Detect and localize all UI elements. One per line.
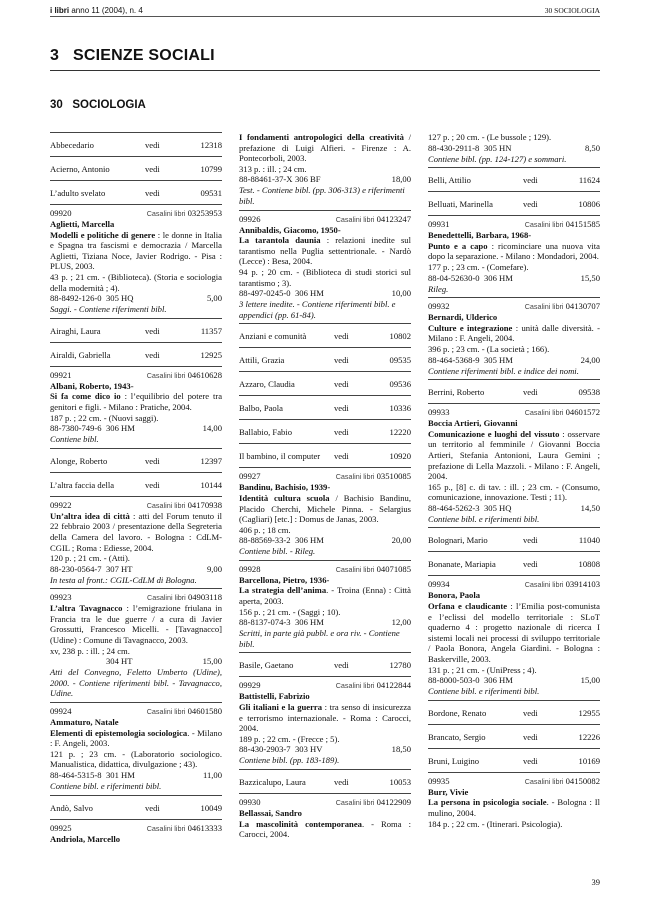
catalog-entry xyxy=(50,497,222,589)
entry-physical: 396 p. ; 23 cm. - (La società ; 166). xyxy=(428,343,550,354)
xref-see: vedi xyxy=(523,199,538,210)
xref-name: Airaldi, Gabriella xyxy=(50,349,111,360)
entry-physical: 94 p. ; 20 cm. - (Biblioteca di studi storici sul tarantismo ; 3). xyxy=(239,266,411,288)
xref-name: L’altra faccia della xyxy=(50,479,115,490)
entry-isbn: 88-464-5315-8 xyxy=(50,770,102,780)
entry-class: 305 HQ xyxy=(484,502,512,513)
entry-number: 09924 xyxy=(50,706,72,717)
entry-title: La mascolinità contemporanea xyxy=(239,818,362,829)
entry-class: 304 HT xyxy=(106,656,133,667)
xref-number: 12955 xyxy=(578,707,600,718)
entry-class: 306 HM xyxy=(295,617,324,628)
entry-title: Comunicazione e luoghi del vissuto xyxy=(428,428,560,439)
entry-title: La strategia dell’anima xyxy=(239,585,327,596)
entry-author: Andriola, Marcello xyxy=(50,833,121,844)
section-rule xyxy=(50,70,600,71)
entry-class: 306 HM xyxy=(295,288,324,299)
casalini-label: Casalini libri xyxy=(335,472,375,482)
casalini-label: Casalini libri xyxy=(524,580,564,590)
entry-title: I fondamenti antropologici della creatività xyxy=(239,132,404,142)
entry-class: 306 HM xyxy=(295,535,324,546)
entry-class: 306 BF xyxy=(295,174,321,185)
entry-imprint: : l’Emilia post-comunista e l’eclissi del modello territoriale : SLoT quaderno 4 : progetto nazionale di ricerca I sistemi locali nei processi di sviluppo territoriale / Paola Bonora, Angela Giardini. - Bologna : Baskerville, 2003. xyxy=(428,601,600,665)
entry-title: Un’altra idea di città xyxy=(50,510,130,521)
entry-physical: 120 p. ; 21 cm. - (Atti). xyxy=(50,553,130,564)
xref-see: vedi xyxy=(523,387,538,398)
entry-note: Contiene riferimenti bibl. e indice dei nomi. xyxy=(428,365,579,376)
entry-price: 12,00 xyxy=(391,617,411,628)
catalog-entry xyxy=(239,468,411,560)
xref-number: 10169 xyxy=(578,755,600,766)
xref-see: vedi xyxy=(145,479,160,490)
entry-price: 14,00 xyxy=(202,423,222,434)
entry-title: Modelli e politiche di genere xyxy=(50,229,156,240)
entry-note: Contiene bibl. xyxy=(50,434,99,445)
entry-price: 18,00 xyxy=(391,174,411,185)
xref-number: 10802 xyxy=(389,331,411,342)
casalini-number: 03914103 xyxy=(565,579,600,590)
entry-physical: 187 p. ; 22 cm. - (Nuovi saggi). xyxy=(50,412,159,423)
xref-see: vedi xyxy=(334,355,349,366)
entry-price: 15,00 xyxy=(580,675,600,686)
cross-reference xyxy=(428,725,600,748)
xref-number: 12318 xyxy=(200,140,222,150)
entry-isbn: 88-7380-749-6 xyxy=(50,423,102,434)
xref-see: vedi xyxy=(523,755,538,766)
entry-price: 24,00 xyxy=(580,354,600,365)
xref-name: Brancato, Sergio xyxy=(428,731,486,742)
entry-imprint: : unità dalle diversità. - Milano : F. Angeli, 2004. xyxy=(428,322,600,344)
casalini-number: 04601580 xyxy=(187,706,222,717)
xref-name: Basile, Gaetano xyxy=(239,660,294,671)
entry-number: 09932 xyxy=(428,301,450,312)
entry-isbn: 88-230-0564-7 xyxy=(50,563,102,574)
xref-number: 10799 xyxy=(200,164,222,174)
xref-see: vedi xyxy=(523,731,538,742)
cross-reference xyxy=(428,192,600,215)
entry-note: Contiene bibl. e riferimenti bibl. xyxy=(428,513,540,524)
entry-number: 09923 xyxy=(50,592,72,603)
casalini-label: Casalini libri xyxy=(524,302,564,312)
catalog-entry xyxy=(428,216,600,297)
entry-isbn: 88-430-2911-8 xyxy=(428,142,480,153)
xref-name: Il bambino, il computer xyxy=(239,451,321,462)
catalog-entry xyxy=(428,576,600,699)
entry-author: Battistelli, Fabrizio xyxy=(239,691,310,702)
entry-note: In testa al front.: CGIL-CdLM di Bologna. xyxy=(50,574,197,585)
cross-reference xyxy=(428,701,600,724)
cross-reference xyxy=(239,372,411,395)
catalog-entry xyxy=(50,820,222,848)
xref-see: vedi xyxy=(523,175,538,186)
entry-number: 09928 xyxy=(239,563,261,574)
xref-name: Belli, Attilio xyxy=(428,175,471,186)
catalog-entry xyxy=(239,794,411,843)
entry-class: 306 HM xyxy=(484,675,513,686)
entry-class: 305 HN xyxy=(484,142,512,153)
casalini-number: 04122909 xyxy=(376,797,411,807)
entry-note: Atti del Convegno, Feletto Umberto (Udine), 2000. - Contiene riferimenti bibl. - Tavagnacco, Udine. xyxy=(50,667,222,699)
cross-reference xyxy=(428,552,600,575)
cross-reference xyxy=(239,348,411,371)
journal-name: i libri xyxy=(50,6,70,15)
xref-name: Bazzicalupo, Laura xyxy=(239,777,306,787)
casalini-number: 04130707 xyxy=(565,301,600,312)
casalini-number: 04123247 xyxy=(376,213,411,224)
entry-title: Punto e a capo xyxy=(428,240,488,251)
casalini-number: 04601572 xyxy=(565,407,600,418)
running-section: 30 SOCIOLOGIA xyxy=(544,6,600,15)
entry-number: 09934 xyxy=(428,579,450,590)
entry-class: 301 HM xyxy=(106,770,135,780)
catalog-entry xyxy=(50,205,222,318)
entry-physical: 177 p. ; 23 cm. - (Comefare). xyxy=(428,261,529,272)
entry-price: 8,50 xyxy=(584,142,600,153)
casalini-label: Casalini libri xyxy=(335,564,375,574)
xref-number: 11624 xyxy=(578,175,600,186)
entry-isbn: 88-497-0245-0 xyxy=(239,288,291,299)
entry-author: Bonora, Paola xyxy=(428,590,481,601)
xref-number: 11357 xyxy=(200,325,222,336)
entry-isbn: 88-04-52630-0 xyxy=(428,272,480,283)
entry-isbn: 88-464-5368-9 xyxy=(428,354,480,365)
entry-number: 09926 xyxy=(239,213,261,224)
entry-title: La tarantola daunia xyxy=(239,235,321,246)
casalini-number: 04150082 xyxy=(565,775,600,786)
entry-note: Rileg. xyxy=(428,283,449,294)
entry-number: 09927 xyxy=(239,471,261,482)
entry-physical: 121 p. ; 23 cm. - (Laboratorio sociologico. Manualistica, didattica, divulgazione ; 43). xyxy=(50,748,222,770)
casalini-number: 04903118 xyxy=(187,592,222,603)
cross-reference xyxy=(239,770,411,793)
casalini-label: Casalini libri xyxy=(335,214,375,224)
xref-see: vedi xyxy=(334,451,349,462)
entry-note: Contiene bibl. (pp. 124-127) e sommari. xyxy=(428,153,567,164)
xref-number: 10144 xyxy=(200,479,222,490)
entry-isbn: 88-88569-33-2 xyxy=(239,535,291,546)
entry-physical: xv, 238 p. : ill. ; 24 cm. xyxy=(50,645,130,656)
entry-number: 09925 xyxy=(50,822,72,833)
entry-number: 09935 xyxy=(428,775,450,786)
column-1 xyxy=(50,132,222,847)
entry-author: Benedettelli, Barbara, 1968- xyxy=(428,230,532,241)
entry-note: Contiene bibl. (pp. 183-189). xyxy=(239,755,340,766)
entry-physical: 127 p. ; 20 cm. - (Le bussole ; 129). xyxy=(428,132,552,142)
casalini-number: 03510085 xyxy=(376,471,411,482)
entry-imprint: . - Bologna : Il mulino, 2004. xyxy=(428,797,600,818)
entry-author: Albani, Roberto, 1943- xyxy=(50,380,134,391)
xref-name: Bordone, Renato xyxy=(428,707,487,718)
xref-name: Berrini, Roberto xyxy=(428,387,485,398)
cross-reference xyxy=(50,157,222,180)
entry-author: Bandinu, Bachisio, 1939- xyxy=(239,482,331,493)
xref-see: vedi xyxy=(334,379,349,390)
xref-see: vedi xyxy=(334,660,349,671)
xref-name: Acierno, Antonio xyxy=(50,164,110,174)
xref-name: Belluati, Marinella xyxy=(428,199,493,210)
entry-title: L’altra Tavagnacco xyxy=(50,603,123,614)
entry-title: Identità cultura scuola xyxy=(239,492,330,503)
casalini-label: Casalini libri xyxy=(524,776,564,786)
xref-number: 10808 xyxy=(578,559,600,570)
casalini-label: Casalini libri xyxy=(146,500,186,510)
entry-number: 09920 xyxy=(50,208,72,218)
entry-number: 09922 xyxy=(50,499,72,510)
column-3 xyxy=(428,132,600,832)
entry-price: 18,50 xyxy=(391,744,411,755)
xref-number: 10053 xyxy=(389,777,411,787)
cross-reference xyxy=(428,380,600,403)
xref-number: 10049 xyxy=(200,802,222,813)
casalini-label: Casalini libri xyxy=(146,209,186,218)
entry-imprint: : tra senso di insicurezza e terrorismo internazionale. - Roma : Carocci, 2004. xyxy=(239,702,411,734)
entry-imprint: : relazioni inedite sul tarantismo nella Puglia settentrionale. - Nardò (Lecce) : Besa, 2004. xyxy=(239,235,411,267)
xref-name: L’adulto svelato xyxy=(50,188,106,198)
entry-note: Contiene bibl. e riferimenti bibl. xyxy=(428,686,540,697)
journal-citation xyxy=(50,6,143,15)
xref-number: 12925 xyxy=(200,349,222,360)
entry-author: Annibaldis, Giacomo, 1950- xyxy=(239,224,341,235)
entry-author: Ammaturo, Natale xyxy=(50,717,119,728)
entry-price: 11,00 xyxy=(202,770,222,780)
entry-author: Burr, Vivie xyxy=(428,786,469,797)
entry-physical: 165 p., [8] c. di tav. : ill. ; 23 cm. - (Consumo, comunicazione, innovazione. Testi ; 11). xyxy=(428,481,600,503)
entry-price: 15,50 xyxy=(580,272,600,283)
xref-number: 12220 xyxy=(389,427,411,438)
casalini-number: 04151585 xyxy=(565,219,600,230)
casalini-label: Casalini libri xyxy=(524,408,564,418)
entry-class: 307 HT xyxy=(106,563,133,574)
xref-see: vedi xyxy=(334,427,349,438)
xref-name: Balbo, Paola xyxy=(239,403,283,414)
entry-class: 305 HQ xyxy=(106,293,134,304)
xref-see: vedi xyxy=(145,188,160,198)
entry-isbn: 88-88461-37-X xyxy=(239,174,293,185)
entry-class: 306 HM xyxy=(106,423,135,434)
cross-reference xyxy=(428,528,600,551)
entry-physical: 131 p. ; 21 cm. - (UniPress ; 4). xyxy=(428,664,537,675)
catalog-entry xyxy=(428,404,600,527)
xref-name: Bruni, Luigino xyxy=(428,755,480,766)
xref-name: Bonanate, Mariapia xyxy=(428,559,496,570)
entry-number: 09921 xyxy=(50,369,72,380)
entry-price: 20,00 xyxy=(391,535,411,546)
xref-see: vedi xyxy=(334,331,349,342)
cross-reference xyxy=(50,181,222,204)
entry-imprint: : le donne in Italia e Spagna tra fascismi e democrazia / Marcella Aglietti, Tiziana Noce, Javier Rodrigo. - Pisa : PLUS, 2003. xyxy=(50,229,222,272)
xref-number: 09531 xyxy=(200,188,222,198)
entry-title: Gli italiani e la guerra xyxy=(239,702,323,713)
casalini-label: Casalini libri xyxy=(146,370,186,380)
entry-imprint: . - Roma : Carocci, 2004. xyxy=(239,818,411,840)
casalini-label: Casalini libri xyxy=(147,593,186,603)
catalog-entry xyxy=(239,677,411,769)
xref-number: 09535 xyxy=(389,355,411,366)
entry-title: Culture e integrazione xyxy=(428,322,513,333)
xref-name: Anziani e comunità xyxy=(239,331,307,342)
casalini-label: Casalini libri xyxy=(524,220,564,230)
catalog-entry xyxy=(50,589,222,702)
xref-number: 10920 xyxy=(389,451,411,462)
entry-physical: 156 p. ; 21 cm. - (Saggi ; 10). xyxy=(239,606,341,617)
xref-name: Ballabio, Fabio xyxy=(239,427,292,438)
entry-physical: 43 p. ; 21 cm. - (Biblioteca). (Storia e sociologia della modernità ; 4). xyxy=(50,271,222,293)
xref-name: Andò, Salvo xyxy=(50,802,93,813)
xref-number: 09538 xyxy=(578,387,600,398)
xref-number: 12397 xyxy=(200,455,222,466)
entry-class: 303 HV xyxy=(295,744,323,755)
cross-reference xyxy=(428,749,600,772)
entry-number: 09931 xyxy=(428,219,450,230)
cross-reference xyxy=(50,343,222,366)
xref-number: 12226 xyxy=(578,731,600,742)
entry-imprint: / prefazione di Luigi Alfieri. - Firenze : A. Pontecorboli, 2003. xyxy=(239,132,411,164)
entry-author: Boccia Artieri, Giovanni xyxy=(428,418,518,429)
entry-imprint: . - Milano : F. Angeli, 2003. xyxy=(50,727,222,749)
cross-reference xyxy=(50,133,222,156)
xref-see: vedi xyxy=(145,802,160,813)
catalog-entry xyxy=(428,298,600,379)
xref-see: vedi xyxy=(334,403,349,414)
entry-title: La persona in psicologia sociale xyxy=(428,797,547,808)
entry-note: Scritti, in parte già pubbl. e ora riv. - Contiene bibl. xyxy=(239,628,400,649)
entry-isbn: 88-464-5262-3 xyxy=(428,502,480,513)
entry-price: 5,00 xyxy=(206,293,222,304)
cross-reference xyxy=(239,396,411,419)
entry-author: Bernardi, Ulderico xyxy=(428,312,498,323)
casalini-label: Casalini libri xyxy=(146,707,186,717)
entry-imprint: / Bachisio Bandinu, Placido Cherchi, Michele Pinna. - Selargius (Cagliari) [etc.] : Domus de Janas, 2003. xyxy=(239,492,411,525)
xref-see: vedi xyxy=(145,455,160,466)
xref-number: 09536 xyxy=(389,379,411,390)
entry-imprint: : osservare un territorio al femminile / Giovanni Boccia Artieri, Stefania Antonioni, Laura Gemini ; prefazione di Lella Mazzoli. - Milano : F. Angeli, 2004. xyxy=(428,428,600,482)
xref-number: 11040 xyxy=(578,535,600,546)
entry-price: 15,00 xyxy=(202,656,222,667)
entry-price: 10,00 xyxy=(391,288,411,299)
catalog-entry xyxy=(239,211,411,324)
cross-reference xyxy=(50,319,222,342)
xref-see: vedi xyxy=(145,349,160,360)
casalini-label: Casalini libri xyxy=(146,823,186,833)
column-2 xyxy=(239,132,411,843)
page-number: 39 xyxy=(591,877,600,887)
xref-number: 10336 xyxy=(389,403,411,414)
catalog-entry xyxy=(428,773,600,832)
entry-note: Test. - Contiene bibl. (pp. 306-313) e riferimenti bibl. xyxy=(239,185,405,206)
entry-class: 306 HM xyxy=(484,272,513,283)
entry-isbn: 88-8000-503-0 xyxy=(428,675,480,686)
entry-note: Contiene bibl. - Rileg. xyxy=(239,546,316,557)
entry-imprint: : atti del Forum tenuto il 22 febbraio 2003 / presentazione della Segreteria della Camera del lavoro. - Bologna : CdLM-CGIL ; Roma : Ediesse, 2004. xyxy=(50,510,222,553)
cross-reference xyxy=(239,324,411,347)
casalini-number: 04071085 xyxy=(376,563,411,574)
xref-name: Abbecedario xyxy=(50,140,94,150)
xref-name: Attili, Grazia xyxy=(239,355,285,366)
section-title: 3 SCIENZE SOCIALI xyxy=(50,47,215,64)
entry-note: Contiene bibl. e riferimenti bibl. xyxy=(50,781,162,791)
entry-number: 09933 xyxy=(428,407,450,418)
entry-title: Si fa come dico io xyxy=(50,391,121,402)
catalog-entry xyxy=(50,703,222,795)
entry-isbn: 88-8137-074-3 xyxy=(239,617,291,628)
cross-reference xyxy=(50,473,222,496)
entry-physical: 184 p. ; 22 cm. - (Itinerari. Psicologia). xyxy=(428,818,563,829)
subsection-title: 30 SOCIOLOGIA xyxy=(50,99,146,111)
catalog-entry xyxy=(239,561,411,653)
catalog-entry xyxy=(50,367,222,448)
entry-imprint: : ricominciare una nuova vita dopo la separazione. - Milano : Mondadori, 2004. xyxy=(428,240,600,262)
xref-see: vedi xyxy=(145,164,160,174)
casalini-label: Casalini libri xyxy=(335,798,375,807)
xref-name: Azzaro, Claudia xyxy=(239,379,295,390)
entry-note: Saggi. - Contiene riferimenti bibl. xyxy=(50,304,167,315)
entry-number: 09929 xyxy=(239,680,261,691)
entry-author: Aglietti, Marcella xyxy=(50,219,115,229)
xref-name: Alonge, Roberto xyxy=(50,455,108,466)
cross-reference xyxy=(239,420,411,443)
casalini-number: 04613333 xyxy=(187,822,222,833)
entry-price: 14,50 xyxy=(580,502,600,513)
xref-name: Airaghi, Laura xyxy=(50,325,101,336)
catalog-entry xyxy=(428,132,600,167)
xref-see: vedi xyxy=(523,559,538,570)
cross-reference xyxy=(239,444,411,467)
entry-imprint: . - Troina (Enna) : Città aperta, 2003. xyxy=(239,585,411,607)
xref-see: vedi xyxy=(523,535,538,546)
xref-see: vedi xyxy=(523,707,538,718)
xref-see: vedi xyxy=(145,140,160,150)
entry-class: 305 HM xyxy=(484,354,513,365)
cross-reference xyxy=(50,449,222,472)
entry-title: Orfana e claudicante xyxy=(428,601,508,612)
journal-issue: anno 11 (2004), n. 4 xyxy=(69,6,143,15)
entry-author: Barcellona, Pietro, 1936- xyxy=(239,574,330,585)
header-rule xyxy=(50,16,600,17)
entry-imprint: : l’equilibrio del potere tra genitori e figli. - Milano : Pratiche, 2004. xyxy=(50,391,223,412)
casalini-number: 04610628 xyxy=(187,369,222,380)
entry-price: 9,00 xyxy=(206,563,222,574)
entry-isbn: 88-8492-126-0 xyxy=(50,293,102,304)
xref-name: Bolognari, Mario xyxy=(428,535,488,546)
entry-physical: 189 p. ; 22 cm. - (Frecce ; 5). xyxy=(239,733,340,744)
cross-reference xyxy=(50,796,222,819)
xref-number: 12780 xyxy=(389,660,411,671)
xref-see: vedi xyxy=(145,325,160,336)
entry-physical: 406 p. ; 18 cm. xyxy=(239,524,291,535)
cross-reference xyxy=(239,653,411,676)
catalog-entry xyxy=(239,132,411,210)
entry-isbn: 88-430-2903-7 xyxy=(239,744,291,755)
entry-author: Bellassai, Sandro xyxy=(239,808,302,818)
entry-number: 09930 xyxy=(239,797,261,807)
casalini-label: Casalini libri xyxy=(335,681,375,691)
entry-imprint: : l’emigrazione friulana in Francia tra le due guerre / a cura di Javier Grossutti, Francesco Micelli. - [Tavagnacco] (Udine) : Comune di Tavagnacco, 2003. xyxy=(50,603,222,646)
cross-reference xyxy=(428,168,600,191)
casalini-number: 04122844 xyxy=(376,680,411,691)
xref-see: vedi xyxy=(334,777,349,787)
entry-physical: 313 p. : ill. ; 24 cm. xyxy=(239,163,307,174)
entry-title: Elementi di epistemologia sociologica xyxy=(50,727,188,738)
casalini-number: 04170938 xyxy=(187,499,222,510)
entry-note: 3 lettere inedite. - Contiene riferimenti bibl. e appendici (pp. 61-84). xyxy=(239,299,396,320)
xref-number: 10806 xyxy=(578,199,600,210)
casalini-number: 03253953 xyxy=(187,208,222,218)
